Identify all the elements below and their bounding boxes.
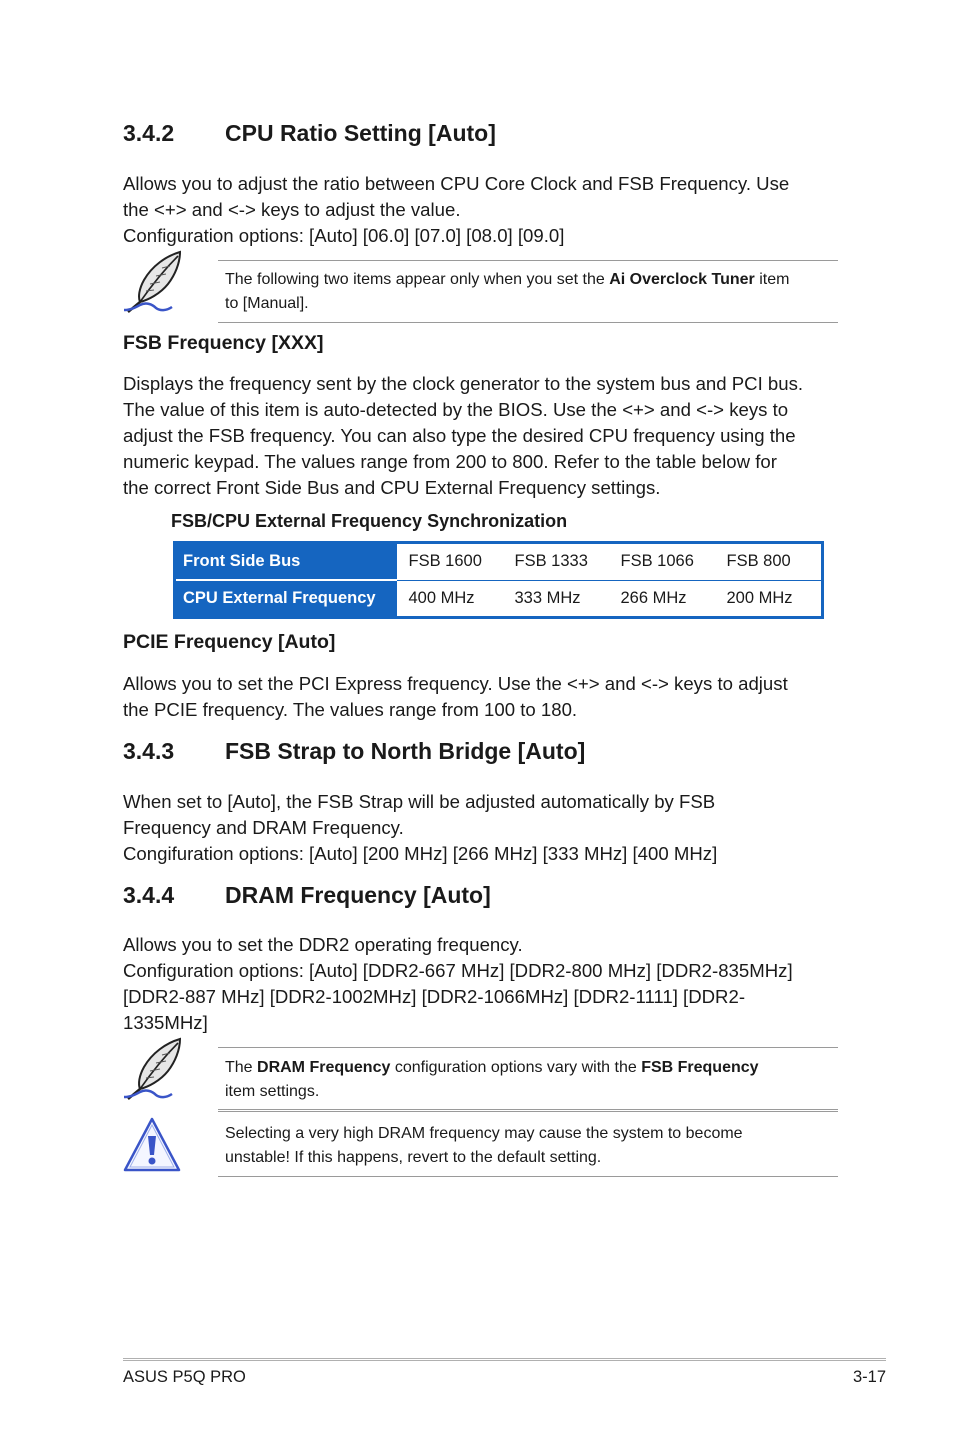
warning-triangle-icon [122, 1116, 182, 1174]
note-dram-frequency: The DRAM Frequency configuration options vary with the FSB Frequency item settings. [225, 1059, 759, 1100]
note-separator-rule [218, 1109, 838, 1112]
table-cell: FSB 800 [715, 543, 823, 581]
table-cell: 200 MHz [726, 588, 793, 607]
cpu-ratio-description: Allows you to adjust the ratio between CPU Core Clock and FSB Frequency. Use the <+> and <-> keys to adjust the value. Configuration options: [Auto] [06.0] [07.0] [08.0] [09.0] [123, 173, 790, 246]
table-cell: 333 MHz [514, 588, 581, 607]
feather-pen-icon [122, 1037, 186, 1103]
pcie-frequency-heading: PCIE Frequency [Auto] [123, 631, 336, 653]
section-title: CPU Ratio Setting [Auto] [225, 120, 496, 146]
section-number: 3.4.2 [123, 120, 175, 146]
table-cell: FSB 1600 [397, 543, 503, 581]
fsb-strap-description: When set to [Auto], the FSB Strap will be adjusted automatically by FSB Frequency and DRAM Frequency. Congifuration options: [Auto] [200 MHz] [266 MHz] [333 MHz] [400 MHz] [123, 791, 718, 864]
table-cell: 266 MHz [620, 588, 687, 607]
fsb-frequency-description: Displays the frequency sent by the clock generator to the system bus and PCI bus. The value of this item is auto-detected by the BIOS. Use the <+> and <-> keys to adjust the FSB frequency. You can also type the desired CPU frequency using the numeric keypad. The values range from 200 to 800. Refer to the table below for the correct Front Side Bus and CPU External Frequency settings. [123, 373, 804, 498]
note-top-rule [218, 1047, 838, 1048]
section-title: FSB Strap to North Bridge [Auto] [225, 738, 586, 764]
feather-pen-icon [122, 250, 186, 316]
row-header-cpu-external-frequency: CPU External Frequency [175, 580, 397, 618]
note-ai-overclock: The following two items appear only when you set the Ai Overclock Tuner item to [Manual]. [225, 271, 790, 312]
table-row [175, 580, 823, 618]
pcie-frequency-description: Allows you to set the PCI Express frequency. Use the <+> and <-> keys to adjust the PCIE frequency. The values range from 100 to 180. [123, 673, 788, 720]
section-number: 3.4.3 [123, 738, 175, 764]
table-cell: 400 MHz [408, 588, 475, 607]
warning-bottom-rule [218, 1176, 838, 1177]
warning-dram-unstable: Selecting a very high DRAM frequency may cause the system to become unstable! If this happens, revert to the default setting. [225, 1125, 743, 1166]
dram-frequency-description: Allows you to set the DDR2 operating frequency. Configuration options: [Auto] [DDR2-667 MHz] [DDR2-800 MHz] [DDR2-835MHz] [DDR2-887 MHz] [DDR2-1002MHz] [DDR2-1066MHz] [DDR2-1111] [DDR2- 1335MHz] [123, 934, 793, 1033]
footer-product-name: ASUS P5Q PRO [123, 1368, 246, 1386]
table-cell: FSB 1066 [609, 543, 715, 581]
note-bottom-rule [218, 322, 838, 323]
row-header-front-side-bus: Front Side Bus [175, 543, 397, 581]
section-number: 3.4.4 [123, 882, 175, 908]
table-caption: FSB/CPU External Frequency Synchronization [171, 511, 568, 531]
note-top-rule [218, 260, 838, 261]
footer-rule [123, 1358, 886, 1361]
page-number: 3-17 [852, 1368, 886, 1386]
fsb-frequency-heading: FSB Frequency [XXX] [123, 332, 324, 354]
fsb-cpu-frequency-table [173, 541, 824, 619]
table-row [175, 543, 823, 581]
table-cell: FSB 1333 [503, 543, 609, 581]
section-title: DRAM Frequency [Auto] [225, 882, 491, 908]
